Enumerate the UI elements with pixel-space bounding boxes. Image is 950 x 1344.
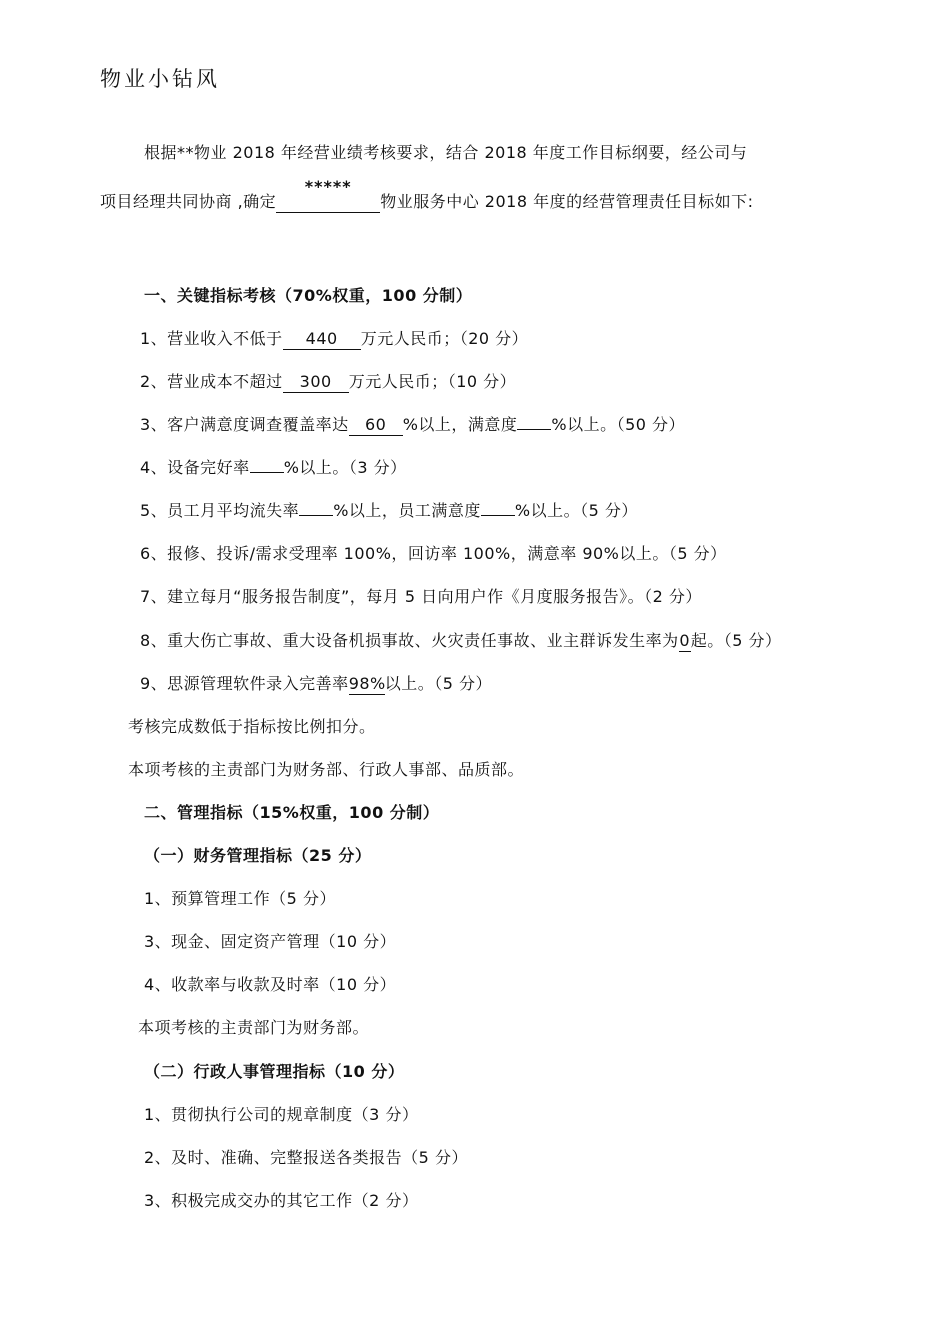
kpi-item-3-unit: %以上。（50 分）	[551, 415, 686, 434]
kpi-item-2-label: 2、营业成本不超过	[140, 372, 283, 391]
intro-line-2-start: 项目经理共同协商 ,确定	[100, 192, 277, 211]
cost-limit-value: 300	[283, 372, 349, 393]
finance-subheading: （一）财务管理指标（25 分）	[144, 846, 372, 865]
software-rate-value: 98%	[348, 674, 386, 693]
accident-count-value: 0	[679, 631, 691, 650]
kpi-item-7: 7、建立每月“服务报告制度”，每月 5 日向用户作《月度服务报告》。（2 分）	[140, 587, 702, 606]
kpi-item-3	[140, 414, 685, 436]
kpi-item-3-mid: %以上，满意度	[402, 415, 518, 434]
kpi-item-3-label: 3、客户满意度调查覆盖率达	[140, 415, 349, 434]
finance-note: 本项考核的主责部门为财务部。	[138, 1018, 370, 1037]
kpi-item-5-label: 5、员工月平均流失率	[140, 501, 300, 520]
staff-satisfaction-blank	[481, 515, 515, 516]
kpi-item-2	[140, 371, 516, 393]
kpi-item-8	[140, 630, 781, 652]
kpi-item-2-unit: 万元人民币；（10 分）	[348, 372, 517, 391]
kpi-item-5-mid: %以上，员工满意度	[333, 501, 481, 520]
kpi-item-8-unit: 起。（5 分）	[690, 631, 782, 650]
hr-item-3: 3、积极完成交办的其它工作（2 分）	[144, 1191, 419, 1210]
kpi-item-1	[140, 328, 528, 350]
section-1-note-1: 考核完成数低于指标按比例扣分。	[128, 717, 376, 736]
finance-item-1: 1、预算管理工作（5 分）	[144, 889, 336, 908]
hr-subheading: （二）行政人事管理指标（10 分）	[144, 1062, 405, 1081]
kpi-item-5	[140, 500, 638, 522]
section-2-heading: 二、管理指标（15%权重，100 分制）	[144, 803, 440, 822]
kpi-item-8-label: 8、重大伤亡事故、重大设备机损事故、火灾责任事故、业主群诉发生率为	[140, 631, 679, 650]
finance-item-3: 4、收款率与收款及时率（10 分）	[144, 975, 397, 994]
kpi-item-4-unit: %以上。（3 分）	[283, 458, 407, 477]
kpi-item-1-label: 1、营业收入不低于	[140, 329, 283, 348]
kpi-item-4-label: 4、设备完好率	[140, 458, 250, 477]
intro-line-2	[100, 177, 754, 213]
section-1-heading: 一、关键指标考核（70%权重，100 分制）	[144, 286, 473, 305]
kpi-item-1-unit: 万元人民币；（20 分）	[360, 329, 529, 348]
kpi-item-9	[140, 673, 492, 695]
finance-item-2: 3、现金、固定资产管理（10 分）	[144, 932, 397, 951]
hr-item-1: 1、贯彻执行公司的规章制度（3 分）	[144, 1105, 419, 1124]
satisfaction-blank	[517, 429, 551, 430]
survey-coverage-value: 60	[349, 415, 403, 436]
kpi-item-5-unit: %以上。（5 分）	[514, 501, 638, 520]
equipment-rate-blank	[250, 472, 284, 473]
kpi-item-4	[140, 457, 407, 479]
hr-item-2: 2、及时、准确、完整报送各类报告（5 分）	[144, 1148, 468, 1167]
project-name: *****	[304, 177, 352, 196]
kpi-item-6: 6、报修、投诉/需求受理率 100%，回访率 100%，满意率 90%以上。（5 分）	[140, 544, 727, 563]
kpi-item-9-unit: 以上。（5 分）	[384, 674, 492, 693]
revenue-target-value: 440	[283, 329, 361, 350]
section-1-note-2: 本项考核的主责部门为财务部、行政人事部、品质部。	[128, 760, 525, 779]
kpi-item-9-label: 9、思源管理软件录入完善率	[140, 674, 349, 693]
intro-line-1: 根据**物业 2018 年经营业绩考核要求，结合 2018 年度工作目标纲要，经公司与	[144, 143, 748, 162]
project-name-blank	[276, 177, 380, 213]
intro-line-2-end: 物业服务中心 2018 年度的经营管理责任目标如下:	[380, 192, 754, 211]
turnover-rate-blank	[299, 515, 333, 516]
doc-title: 物业小钻风	[100, 67, 220, 91]
